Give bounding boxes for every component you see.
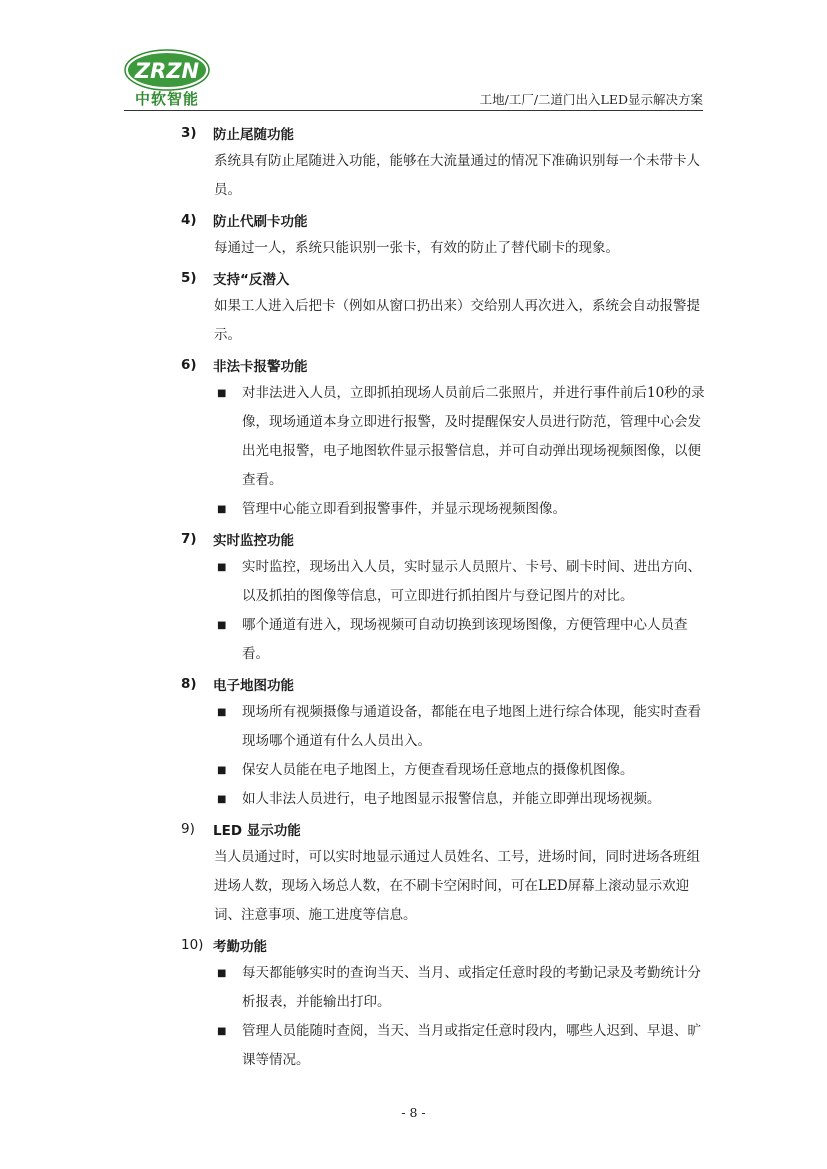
bullet-item — [217, 756, 706, 785]
logo-company-name: 中软智能 — [134, 90, 199, 108]
section-paragraph: 如果工人进入后把卡（例如从窗口扔出来）交给别人再次进入，系统会自动报警提示。 — [214, 298, 700, 343]
bullet-item — [217, 379, 706, 495]
header-divider — [124, 110, 703, 111]
section-anti-proxy-swipe — [181, 205, 706, 263]
bullet-square-icon: ■ — [217, 388, 227, 399]
bullet-text: 管理人员能随时查阅，当天、当月或指定任意时段内，哪些人迟到、早退、旷课等情况。 — [242, 1023, 701, 1068]
section-title: 考勤功能 — [213, 938, 267, 955]
bullet-item — [217, 611, 706, 669]
page-number: - 8 - — [401, 1105, 426, 1120]
bullet-square-icon: ■ — [217, 620, 227, 631]
section-number: 3) — [181, 124, 197, 141]
bullet-square-icon: ■ — [217, 765, 227, 776]
bullet-item — [217, 959, 706, 1017]
section-title: 电子地图功能 — [213, 677, 294, 694]
section-number: 10) — [181, 936, 204, 953]
section-heading — [181, 930, 706, 959]
section-number: 9) — [181, 820, 195, 837]
section-title: 实时监控功能 — [213, 532, 294, 549]
section-led-display — [181, 814, 706, 930]
bullet-item — [217, 785, 706, 814]
bullet-square-icon: ■ — [217, 968, 227, 979]
section-number: 6) — [181, 356, 197, 373]
section-title: 非法卡报警功能 — [213, 358, 308, 375]
section-paragraph: 系统具有防止尾随进入功能，能够在大流量通过的情况下准确识别每一个未带卡人员。 — [214, 153, 700, 198]
section-title: 防止尾随功能 — [213, 126, 294, 143]
bullet-square-icon: ■ — [217, 1026, 227, 1037]
bullet-text: 现场所有视频摄像与通道设备，都能在电子地图上进行综合体现，能实时查看现场哪个通道有什么人员出入。 — [242, 704, 701, 749]
section-heading — [181, 118, 706, 147]
document-title: 工地/工厂/二道门出入LED显示解决方案 — [479, 92, 703, 107]
section-title: 防止代刷卡功能 — [213, 213, 308, 230]
section-heading — [181, 814, 706, 843]
section-paragraph: 每通过一人，系统只能识别一张卡，有效的防止了替代刷卡的现象。 — [214, 240, 619, 256]
section-realtime-monitoring — [181, 524, 706, 669]
bullet-text: 哪个通道有进入，现场视频可自动切换到该现场图像，方便管理中心人员查看。 — [242, 617, 688, 662]
section-heading — [181, 263, 706, 292]
bullet-square-icon: ■ — [217, 794, 227, 805]
section-number: 8) — [181, 675, 197, 692]
section-heading — [181, 524, 706, 553]
bullet-text: 管理中心能立即看到报警事件，并显示现场视频图像。 — [242, 501, 566, 517]
section-number: 4) — [181, 211, 197, 228]
section-number: 5) — [181, 269, 197, 286]
section-attendance — [181, 930, 706, 1075]
bullet-square-icon: ■ — [217, 562, 227, 573]
bullet-text: 对非法进入人员，立即抓拍现场人员前后二张照片，并进行事件前后10秒的录像，现场通道本身立即进行报警，及时提醒保安人员进行防范，管理中心会发出光电报警，电子地图软件显示报警信息，并可自动弹出现场视频图像，以便查看。 — [242, 385, 705, 488]
bullet-item — [217, 495, 706, 524]
section-paragraph: 当人员通过时，可以实时地显示通过人员姓名、工号，进场时间，同时进场各班组进场人数，现场入场总人数，在不刷卡空闲时间，可在LED屏幕上滚动显示欢迎词、注意事项、施工进度等信息。 — [214, 849, 700, 923]
bullet-square-icon: ■ — [217, 504, 227, 515]
logo-letters: ZRZN — [134, 59, 200, 83]
bullet-text: 每天都能够实时的查询当天、当月、或指定任意时段的考勤记录及考勤统计分析报表，并能输出打印。 — [242, 965, 701, 1010]
section-title: LED 显示功能 — [213, 822, 301, 839]
bullet-text: 实时监控，现场出入人员，实时显示人员照片、卡号、刷卡时间、进出方向、以及抓拍的图像等信息，可立即进行抓拍图片与登记图片的对比。 — [242, 559, 701, 604]
document-body — [181, 118, 706, 1075]
section-illegal-card-alarm — [181, 350, 706, 524]
bullet-square-icon: ■ — [217, 707, 227, 718]
section-number: 7) — [181, 530, 197, 547]
section-electronic-map — [181, 669, 706, 814]
bullet-item — [217, 553, 706, 611]
section-heading — [181, 669, 706, 698]
bullet-item — [217, 1017, 706, 1075]
bullet-item — [217, 698, 706, 756]
section-heading — [181, 350, 706, 379]
section-title: 支持“反潜入 — [213, 271, 290, 288]
section-heading — [181, 205, 706, 234]
bullet-text: 如人非法人员进行，电子地图显示报警信息，并能立即弹出现场视频。 — [242, 791, 661, 807]
bullet-text: 保安人员能在电子地图上，方便查看现场任意地点的摄像机图像。 — [242, 762, 634, 778]
section-anti-tailgating — [181, 118, 706, 205]
section-anti-passback — [181, 263, 706, 350]
